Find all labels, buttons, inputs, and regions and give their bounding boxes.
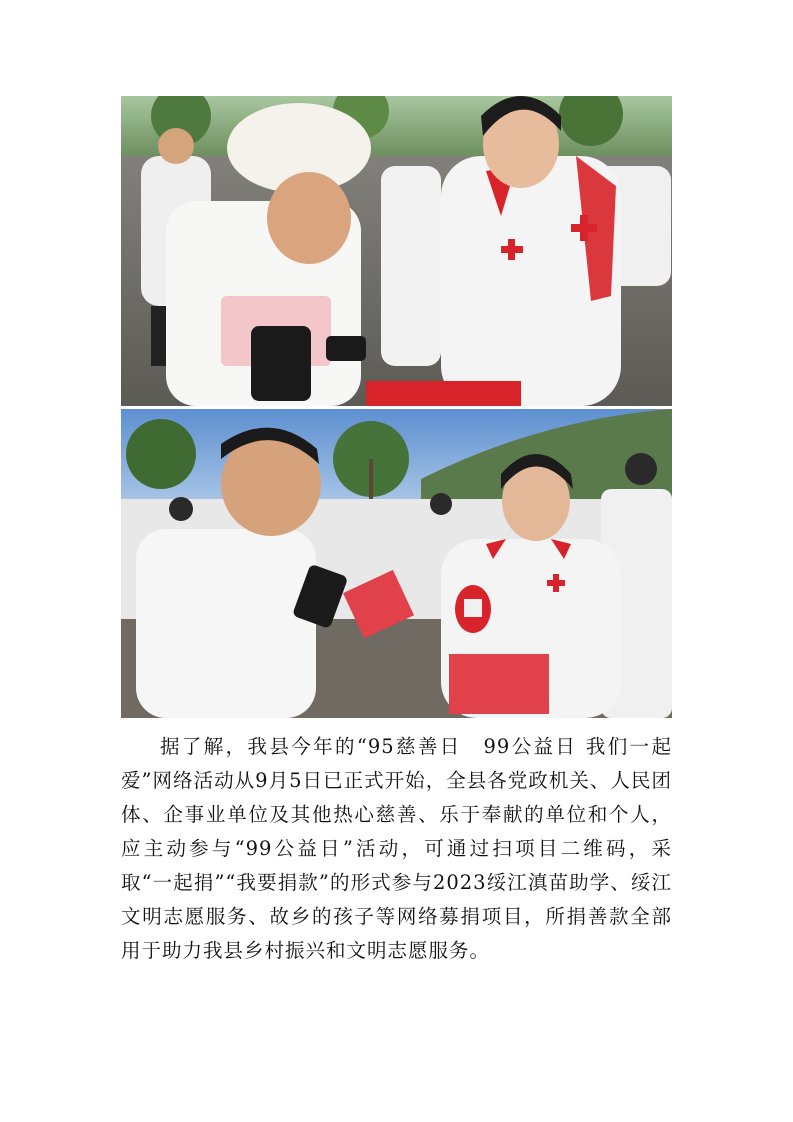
event-photo-2 — [121, 409, 672, 718]
event-photo-1 — [121, 96, 672, 406]
photo-2-image — [121, 409, 672, 718]
body-paragraph: 据了解，我县今年的“95慈善日 99公益日 我们一起爱”网络活动从9月5日已正式开始，全县各党政机关、人民团体、企事业单位及其他热心慈善、乐于奉献的单位和个人，应主动参与“99公益日”活动，可通过扫项目二维码，采取“一起捐”“我要捐款”的形式参与2023绥江滇苗助学、绥江文明志愿服务、故乡的孩子等网络募捐项目，所捐善款全部用于助力我县乡村振兴和文明志愿服务。 — [121, 735, 672, 962]
photo-1-image — [121, 96, 672, 406]
